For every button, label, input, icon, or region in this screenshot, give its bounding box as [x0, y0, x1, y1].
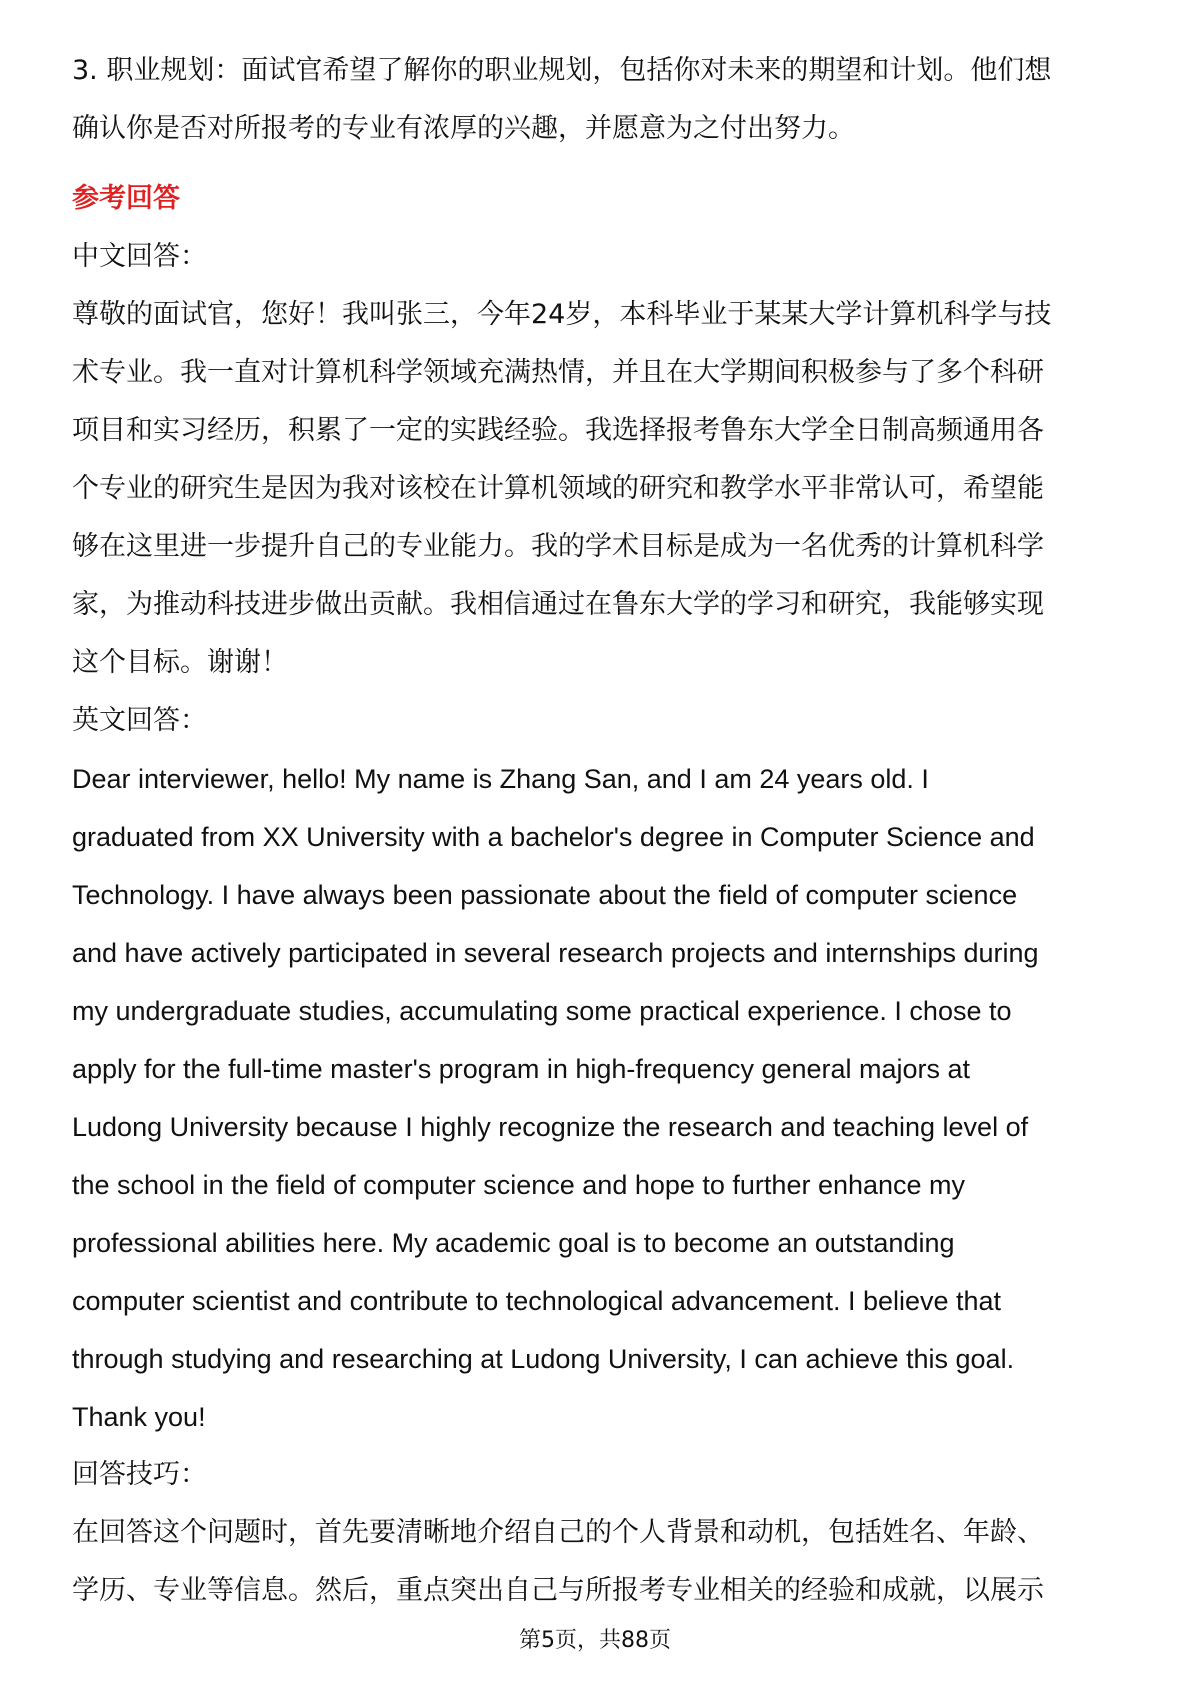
text-line: my undergraduate studies, accumulating some practical experience. I chose to: [72, 996, 1012, 1026]
text-line: and have actively participated in several research projects and internships during: [72, 938, 1039, 968]
question-point: [72, 42, 1122, 158]
text-line: 在回答这个问题时，首先要清晰地介绍自己的个人背景和动机，包括姓名、年龄、: [72, 1517, 1044, 1548]
text-line: 3. 职业规划：面试官希望了解你的职业规划，包括你对未来的期望和计划。他们想: [72, 55, 1052, 86]
text-line: computer scientist and contribute to technological advancement. I believe that: [72, 1286, 1002, 1316]
reference-answer-title: 参考回答: [72, 183, 180, 214]
chinese-answer: [72, 286, 1122, 692]
text-line: professional abilities here. My academic goal is to become an outstanding: [72, 1228, 955, 1258]
text-line: 尊敬的面试官，您好！我叫张三，今年24岁，本科毕业于某某大学计算机科学与技: [72, 299, 1052, 330]
text-line: through studying and researching at Ludong University, I can achieve this goal.: [72, 1344, 1015, 1374]
text-line: 个专业的研究生是因为我对该校在计算机领域的研究和教学水平非常认可，希望能: [72, 473, 1044, 504]
text-line: 确认你是否对所报考的专业有浓厚的兴趣，并愿意为之付出努力。: [72, 113, 855, 144]
text-line: graduated from XX University with a bachelor's degree in Computer Science and: [72, 822, 1035, 852]
text-line: 术专业。我一直对计算机科学领域充满热情，并且在大学期间积极参与了多个科研: [72, 357, 1044, 388]
text-line: 这个目标。谢谢！: [72, 647, 288, 678]
text-line: apply for the full-time master's program in high-frequency general majors at: [72, 1054, 971, 1084]
page-content: [72, 42, 1122, 1620]
english-answer-label: 英文回答：: [72, 705, 207, 736]
text-line: 项目和实习经历，积累了一定的实践经验。我选择报考鲁东大学全日制高频通用各: [72, 415, 1044, 446]
tips-answer: [72, 1504, 1122, 1620]
text-line: Ludong University because I highly recognize the research and teaching level of: [72, 1112, 1029, 1142]
chinese-answer-label: 中文回答：: [72, 241, 207, 272]
text-line: 学历、专业等信息。然后，重点突出自己与所报考专业相关的经验和成就，以展示: [72, 1575, 1044, 1606]
text-line: Dear interviewer, hello! My name is Zhang San, and I am 24 years old. I: [72, 764, 929, 794]
english-answer: [72, 750, 1122, 1446]
text-line: Technology. I have always been passionate about the field of computer science: [72, 880, 1018, 910]
text-line: the school in the field of computer science and hope to further enhance my: [72, 1170, 966, 1200]
tips-label: 回答技巧：: [72, 1459, 207, 1490]
text-line: 够在这里进一步提升自己的专业能力。我的学术目标是成为一名优秀的计算机科学: [72, 531, 1044, 562]
text-line: Thank you!: [72, 1402, 206, 1432]
text-line: 家，为推动科技进步做出贡献。我相信通过在鲁东大学的学习和研究，我能够实现: [72, 589, 1044, 620]
page-number-footer: 第5页，共88页: [519, 1628, 671, 1653]
